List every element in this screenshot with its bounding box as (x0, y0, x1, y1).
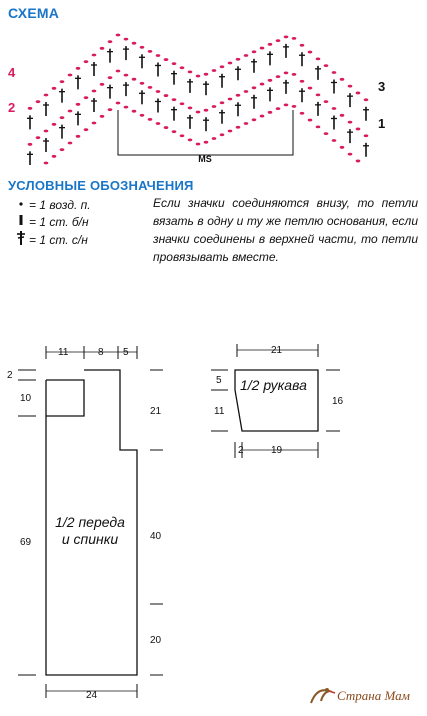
chain-dot-icon (16, 196, 26, 214)
chart-chain-stitch (204, 109, 209, 112)
chart-chain-stitch (188, 106, 193, 109)
body-top-dim-3: 5 (123, 347, 129, 358)
chart-chain-stitch (220, 101, 225, 104)
chart-chain-stitch (300, 112, 305, 115)
chart-chain-stitch (108, 108, 113, 111)
repeat-bracket (118, 110, 293, 155)
chart-chain-stitch (108, 40, 113, 43)
chart-chain-stitch (156, 54, 161, 57)
chart-chain-stitch (60, 116, 65, 119)
chart-chain-stitch (292, 73, 297, 76)
chart-chain-stitch (316, 93, 321, 96)
chart-chain-stitch (348, 153, 353, 156)
chart-chain-stitch (356, 160, 361, 163)
legend-item-chain (16, 196, 156, 213)
row-number-2: 2 (8, 100, 16, 115)
chart-chain-stitch (68, 74, 73, 77)
chart-chain-stitch (84, 96, 89, 99)
chart-chain-stitch (244, 90, 249, 93)
chart-chain-stitch (316, 125, 321, 128)
chart-chain-stitch (268, 111, 273, 114)
single-crochet-icon (16, 213, 26, 231)
chart-chain-stitch (52, 155, 57, 158)
chart-chain-stitch (68, 110, 73, 113)
chart-chain-stitch (324, 132, 329, 135)
chart-chain-stitch (140, 46, 145, 49)
row-number-1: 1 (378, 116, 386, 131)
watermark-logo (303, 681, 427, 711)
chart-chain-stitch (204, 141, 209, 144)
body-top-dim-1: 11 (58, 347, 69, 358)
chart-chain-stitch (164, 94, 169, 97)
chart-chain-stitch (100, 47, 105, 50)
legend-title: УСЛОВНЫЕ ОБОЗНАЧЕНИЯ (8, 178, 194, 193)
chart-chain-stitch (84, 128, 89, 131)
chart-chain-stitch (252, 86, 257, 89)
repeat-label: MS (198, 154, 212, 164)
chart-chain-stitch (172, 98, 177, 101)
row-number-4: 4 (8, 65, 16, 80)
chart-chain-stitch (60, 148, 65, 151)
chart-chain-stitch (324, 64, 329, 67)
chart-chain-stitch (324, 100, 329, 103)
chart-chain-stitch (260, 83, 265, 86)
chart-chain-stitch (300, 44, 305, 47)
legend-list (16, 196, 156, 250)
chart-chain-stitch (348, 121, 353, 124)
chart-chain-stitch (300, 80, 305, 83)
chart-chain-stitch (284, 103, 289, 106)
chart-chain-stitch (140, 82, 145, 85)
double-crochet-icon (16, 230, 26, 251)
chart-chain-stitch (316, 57, 321, 60)
chart-chain-stitch (148, 118, 153, 121)
chart-chain-stitch (204, 73, 209, 76)
chart-chain-stitch (164, 126, 169, 129)
chart-chain-stitch (260, 47, 265, 50)
chart-chain-stitch (116, 34, 121, 37)
chart-chain-stitch (124, 38, 129, 41)
chart-chain-stitch (356, 128, 361, 131)
chart-chain-stitch (276, 107, 281, 110)
chart-chain-stitch (348, 85, 353, 88)
chart-chain-stitch (140, 114, 145, 117)
chart-chain-stitch (60, 80, 65, 83)
chart-chain-stitch (100, 83, 105, 86)
chart-chain-stitch (180, 66, 185, 69)
chart-chain-stitch (36, 100, 41, 103)
chart-chain-stitch (332, 71, 337, 74)
chart-chain-stitch (212, 137, 217, 140)
chart-chain-stitch (268, 43, 273, 46)
chart-chain-stitch (188, 70, 193, 73)
chart-chain-stitch (212, 69, 217, 72)
chart-chain-stitch (276, 39, 281, 42)
chart-chain-stitch (196, 143, 201, 146)
legend-dc-text: = 1 ст. с/н (29, 233, 88, 247)
chart-chain-stitch (164, 58, 169, 61)
chart-chain-stitch (28, 143, 33, 146)
chart-chain-stitch (180, 102, 185, 105)
body-label-line-2: и спинки (61, 531, 119, 547)
chart-chain-stitch (340, 78, 345, 81)
chart-chain-stitch (68, 142, 73, 145)
body-right-dim-3: 20 (150, 635, 162, 646)
chart-chain-stitch (364, 98, 369, 101)
body-left-dim-1: 2 (7, 370, 13, 381)
chart-chain-stitch (228, 130, 233, 133)
chart-chain-stitch (252, 50, 257, 53)
chart-chain-stitch (292, 105, 297, 108)
chart-chain-stitch (92, 90, 97, 93)
chart-chain-stitch (308, 87, 313, 90)
sleeve-left-dim-1: 5 (216, 375, 222, 386)
sleeve-bottom-dim-1: 2 (238, 445, 244, 456)
chart-chain-stitch (116, 70, 121, 73)
chart-chain-stitch (332, 107, 337, 110)
chart-chain-stitch (244, 54, 249, 57)
chart-chain-stitch (332, 139, 337, 142)
legend-chain-text: = 1 возд. п. (29, 197, 91, 212)
body-pattern-label (50, 514, 130, 548)
chart-chain-stitch (156, 122, 161, 125)
chart-chain-stitch (28, 107, 33, 110)
crochet-chart (0, 15, 427, 165)
chart-chain-stitch (364, 134, 369, 137)
chart-chain-stitch (284, 35, 289, 38)
body-label-line-1: 1/2 переда (55, 514, 125, 530)
chart-chain-stitch (188, 138, 193, 141)
legend-note: Если значки соединяются внизу, то петли вязать в одну и ту же петлю основания, если значки соединены в верхней части, то петли провязывать вместе. (153, 196, 418, 264)
body-left-dim-2: 10 (20, 393, 32, 404)
sleeve-left-dim-2: 11 (214, 406, 225, 417)
chart-chain-stitch (124, 74, 129, 77)
chart-chain-stitch (116, 102, 121, 105)
chart-chain-stitch (156, 90, 161, 93)
chart-chain-stitch (172, 62, 177, 65)
sleeve-pattern-label: 1/2 рукава (240, 377, 307, 393)
chart-chain-stitch (220, 65, 225, 68)
watermark-text: Страна Мам (337, 688, 410, 703)
chart-chain-stitch (180, 134, 185, 137)
chart-chain-stitch (92, 54, 97, 57)
chart-chain-stitch (260, 115, 265, 118)
chart-chain-stitch (292, 37, 297, 40)
chart-chain-stitch (268, 79, 273, 82)
chart-chain-stitch (228, 98, 233, 101)
chart-chain-stitch (76, 135, 81, 138)
chart-chain-stitch (84, 60, 89, 63)
sleeve-top-dim: 21 (271, 345, 283, 356)
sleeve-bottom-dim-2: 19 (271, 445, 283, 456)
legend-item-dc (16, 230, 156, 250)
chart-chain-stitch (172, 130, 177, 133)
chart-chain-stitch (124, 106, 129, 109)
chart-chain-stitch (148, 50, 153, 53)
legend-sc-text: = 1 ст. б/н (29, 214, 89, 229)
chart-chain-stitch (236, 126, 241, 129)
chart-chain-stitch (308, 119, 313, 122)
chart-chain-stitch (132, 78, 137, 81)
row-number-3: 3 (378, 79, 386, 94)
chart-chain-stitch (276, 75, 281, 78)
chart-chain-stitch (52, 123, 57, 126)
chart-chain-stitch (340, 114, 345, 117)
chart-chain-stitch (44, 130, 49, 133)
chart-chain-stitch (108, 76, 113, 79)
chart-chain-stitch (100, 115, 105, 118)
chart-chain-stitch (132, 42, 137, 45)
chart-chain-stitch (252, 118, 257, 121)
chart-chain-stitch (212, 105, 217, 108)
chart-chain-stitch (36, 136, 41, 139)
chart-chain-stitch (196, 111, 201, 114)
scheme-title: СХЕМА (8, 5, 60, 21)
chart-chain-stitch (340, 146, 345, 149)
legend-item-sc (16, 213, 156, 230)
chart-chain-stitch (284, 71, 289, 74)
chart-chain-stitch (148, 86, 153, 89)
chart-chain-stitch (228, 62, 233, 65)
chart-chain-stitch (196, 75, 201, 78)
body-bottom-dim: 24 (86, 690, 98, 701)
chart-chain-stitch (356, 92, 361, 95)
chart-chain-stitch (52, 87, 57, 90)
chart-chain-stitch (236, 58, 241, 61)
body-top-dim-2: 8 (98, 347, 104, 358)
chart-chain-stitch (44, 162, 49, 165)
sleeve-right-dim: 16 (332, 396, 344, 407)
chart-stitches (27, 34, 369, 165)
chart-chain-stitch (308, 51, 313, 54)
body-left-dim-3: 69 (20, 537, 32, 548)
chart-chain-stitch (76, 67, 81, 70)
body-right-dim-2: 40 (150, 531, 162, 542)
chart-chain-stitch (132, 110, 137, 113)
chart-chain-stitch (44, 94, 49, 97)
body-right-dim-1: 21 (150, 406, 162, 417)
chart-chain-stitch (236, 94, 241, 97)
chart-chain-stitch (244, 122, 249, 125)
chart-chain-stitch (220, 133, 225, 136)
chart-chain-stitch (76, 103, 81, 106)
chart-chain-stitch (92, 122, 97, 125)
